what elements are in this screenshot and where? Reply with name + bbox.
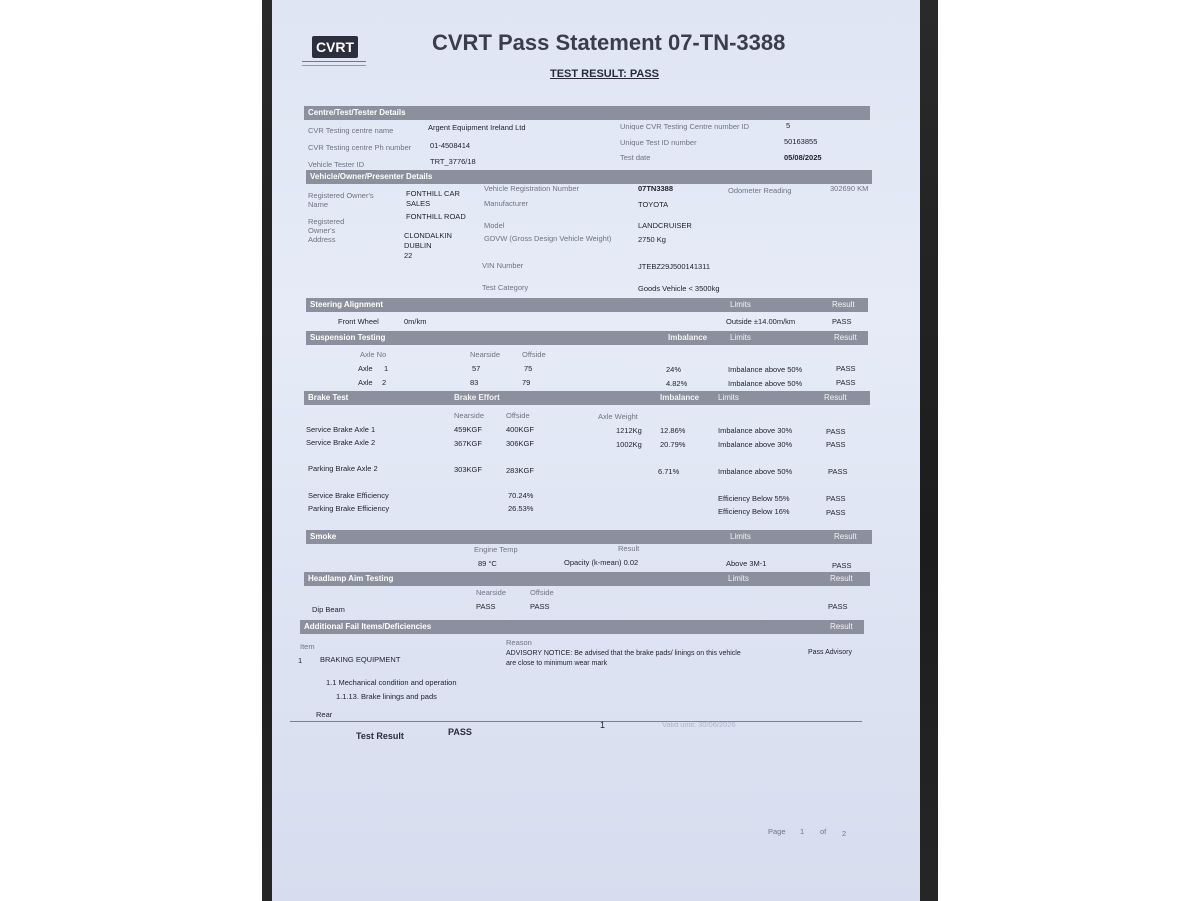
suspension-axle-2-offside: 79 bbox=[522, 378, 531, 387]
smoke-section-header bbox=[306, 530, 872, 544]
brake-row-3-limit: Imbalance above 50% bbox=[718, 467, 793, 476]
headlamp-limits-header: Limits bbox=[728, 574, 749, 583]
axle-no-column: Axle No bbox=[360, 350, 387, 359]
brake-row-2-axle-weight: 1002Kg bbox=[616, 440, 642, 449]
manufacturer-value: TOYOTA bbox=[638, 200, 669, 209]
sub-item-2: 1.1.13. Brake linings and pads bbox=[336, 692, 437, 701]
brake-effort-header: Brake Effort bbox=[454, 393, 500, 402]
test-date-value: 05/08/2025 bbox=[784, 153, 822, 162]
parking-efficiency-value: 26.53% bbox=[508, 504, 534, 513]
suspension-nearside-column: Nearside bbox=[470, 350, 501, 359]
brake-header-text: Brake Test bbox=[308, 393, 349, 402]
brake-section-header bbox=[304, 391, 870, 405]
address-line-2: CLONDALKIN bbox=[404, 231, 452, 240]
centre-header-text: Centre/Test/Tester Details bbox=[308, 108, 406, 117]
reason-column: Reason bbox=[506, 638, 532, 647]
address-line-4: 22 bbox=[404, 251, 413, 260]
odometer-label: Odometer Reading bbox=[728, 186, 792, 195]
vin-value: JTEBZ29J500141311 bbox=[638, 262, 710, 271]
suspension-header-text: Suspension Testing bbox=[310, 333, 386, 342]
suspension-axle-1-nearside: 57 bbox=[472, 364, 481, 373]
smoke-result-column: Result bbox=[618, 544, 640, 553]
headlamp-header-text: Headlamp Aim Testing bbox=[308, 574, 394, 583]
headlamp-section-header bbox=[304, 572, 870, 586]
suspension-result-header: Result bbox=[834, 333, 857, 342]
steering-header-text: Steering Alignment bbox=[310, 300, 384, 309]
parking-efficiency-limit: Efficiency Below 16% bbox=[718, 507, 790, 516]
item-column: Item bbox=[300, 642, 315, 651]
sub-item-1: 1.1 Mechanical condition and operation bbox=[326, 678, 457, 687]
brake-row-2-nearside: 367KGF bbox=[454, 439, 482, 448]
gdvw-label: GDVW (Gross Design Vehicle Weight) bbox=[484, 234, 612, 243]
smoke-limits-header: Limits bbox=[730, 532, 751, 541]
test-date-label: Test date bbox=[620, 153, 651, 162]
smoke-header-text: Smoke bbox=[310, 532, 337, 541]
test-result-value: PASS bbox=[448, 727, 472, 737]
axle-weight-column: Axle Weight bbox=[598, 412, 638, 421]
model-label: Model bbox=[484, 221, 505, 230]
tester-id-value: TRT_3776/18 bbox=[430, 157, 476, 166]
additional-header-text: Additional Fail Items/Deficiencies bbox=[304, 622, 432, 631]
brake-row-1-limit: Imbalance above 30% bbox=[718, 426, 793, 435]
suspension-axle-2-limit: Imbalance above 50% bbox=[728, 379, 803, 388]
service-efficiency-value: 70.24% bbox=[508, 491, 534, 500]
service-efficiency-limit: Efficiency Below 55% bbox=[718, 494, 790, 503]
page-number: 1 bbox=[800, 827, 805, 836]
footer-divider bbox=[290, 721, 862, 722]
vehicle-section-header bbox=[306, 170, 872, 184]
manufacturer-label: Manufacturer bbox=[484, 199, 529, 208]
additional-section-header bbox=[300, 620, 864, 634]
reason-line-1: ADVISORY NOTICE: Be advised that the brake pads/ linings on this vehicle bbox=[506, 650, 741, 657]
steering-limits-header: Limits bbox=[730, 300, 751, 309]
parking-efficiency-label: Parking Brake Efficiency bbox=[308, 504, 390, 513]
test-result-label: Test Result bbox=[356, 731, 404, 741]
front-wheel-limit: Outside ±14.00m/km bbox=[726, 317, 796, 326]
gdvw-value: 2750 Kg bbox=[638, 235, 666, 244]
valid-until: Valid until: 30/06/2026 bbox=[662, 720, 736, 729]
centre-phone-label: CVR Testing centre Ph number bbox=[308, 143, 412, 152]
brake-row-3-nearside: 303KGF bbox=[454, 465, 482, 474]
centre-number-value: 5 bbox=[786, 121, 791, 130]
registration-label: Vehicle Registration Number bbox=[484, 184, 580, 193]
suspension-axle-1-imbalance: 24% bbox=[666, 365, 682, 374]
smoke-limit-value: Above 3M-1 bbox=[726, 559, 767, 568]
headlamp-nearside-column: Nearside bbox=[476, 588, 507, 597]
brake-row-3-label: Parking Brake Axle 2 bbox=[308, 464, 378, 473]
tester-id-label: Vehicle Tester ID bbox=[308, 160, 365, 169]
centre-number-label: Unique CVR Testing Centre number ID bbox=[620, 122, 750, 131]
additional-result-header: Result bbox=[830, 622, 853, 631]
suspension-offside-column: Offside bbox=[522, 350, 546, 359]
centre-section-header bbox=[304, 106, 870, 120]
vin-label: VIN Number bbox=[482, 261, 524, 270]
suspension-axle-2-imbalance: 4.82% bbox=[666, 379, 688, 388]
test-result-subtitle: TEST RESULT: PASS bbox=[550, 68, 659, 80]
registration-value: 07TN3388 bbox=[638, 184, 674, 193]
headlamp-result-header: Result bbox=[830, 574, 853, 583]
centre-phone-value: 01-4508414 bbox=[430, 141, 471, 150]
suspension-axle-2-result: PASS bbox=[836, 378, 856, 387]
brake-row-1-label: Service Brake Axle 1 bbox=[306, 425, 376, 434]
document-title: CVRT Pass Statement 07-TN-3388 bbox=[432, 30, 786, 55]
cvrt-logo bbox=[302, 32, 364, 68]
steering-section-header bbox=[306, 298, 868, 312]
suspension-imbalance-header: Imbalance bbox=[668, 333, 708, 342]
additional-result-value: Pass Advisory bbox=[808, 649, 852, 656]
odometer-value: 302690 KM bbox=[830, 184, 869, 193]
headlamp-offside-column: Offside bbox=[530, 588, 554, 597]
test-id-value: 50163855 bbox=[784, 137, 818, 146]
brake-row-2-limit: Imbalance above 30% bbox=[718, 440, 793, 449]
service-efficiency-result: PASS bbox=[826, 494, 846, 503]
brake-row-2-offside: 306KGF bbox=[506, 439, 534, 448]
brake-row-2-result: PASS bbox=[826, 440, 846, 449]
reason-line-2: are close to minimum wear mark bbox=[506, 660, 608, 667]
address-line-3: DUBLIN bbox=[404, 241, 432, 250]
page-of-label: of bbox=[820, 827, 827, 836]
brake-nearside-column: Nearside bbox=[454, 411, 485, 420]
brake-limits-header: Limits bbox=[718, 393, 739, 402]
owner-address-label: Registered Owner's Address bbox=[308, 217, 345, 244]
suspension-axle-1-result: PASS bbox=[836, 364, 856, 373]
brake-row-1-result: PASS bbox=[826, 427, 846, 436]
suspension-section-header bbox=[306, 331, 868, 345]
cvrt-pass-statement-paper bbox=[272, 0, 920, 901]
engine-temp-column: Engine Temp bbox=[474, 545, 518, 554]
front-wheel-value: 0m/km bbox=[404, 317, 427, 326]
test-category-label: Test Category bbox=[482, 283, 529, 292]
brake-row-1-offside: 400KGF bbox=[506, 425, 534, 434]
steering-result-header: Result bbox=[832, 300, 855, 309]
suspension-axle-1-number: 1 bbox=[384, 364, 389, 373]
cvrt-logo-text: CVRT bbox=[312, 36, 358, 58]
dip-beam-nearside: PASS bbox=[476, 602, 496, 611]
sub-item-3: Rear bbox=[316, 710, 333, 719]
suspension-axle-2-label: Axle bbox=[358, 378, 373, 387]
centre-name-label: CVR Testing centre name bbox=[308, 126, 394, 135]
brake-offside-column: Offside bbox=[506, 411, 530, 420]
brake-row-1-imbalance: 12.86% bbox=[660, 426, 686, 435]
brake-row-3-offside: 283KGF bbox=[506, 466, 534, 475]
test-category-value: Goods Vehicle < 3500kg bbox=[638, 284, 720, 293]
dip-beam-result: PASS bbox=[828, 602, 848, 611]
address-line-1: FONTHILL ROAD bbox=[406, 212, 466, 221]
page-label: Page bbox=[768, 827, 786, 836]
page-marker: 1 bbox=[600, 720, 606, 730]
smoke-result-header: Result bbox=[834, 532, 857, 541]
owner-name-line-2: SALES bbox=[406, 199, 431, 208]
test-id-label: Unique Test ID number bbox=[620, 138, 697, 147]
logo-underline bbox=[302, 61, 366, 66]
vehicle-header-text: Vehicle/Owner/Presenter Details bbox=[310, 172, 433, 181]
brake-row-1-axle-weight: 1212Kg bbox=[616, 426, 642, 435]
dip-beam-offside: PASS bbox=[530, 602, 550, 611]
front-wheel-label: Front Wheel bbox=[338, 317, 379, 326]
brake-row-3-imbalance: 6.71% bbox=[658, 467, 680, 476]
engine-temp-value: 89 °C bbox=[478, 559, 497, 568]
parking-efficiency-result: PASS bbox=[826, 508, 846, 517]
dip-beam-label: Dip Beam bbox=[312, 605, 345, 614]
brake-row-2-imbalance: 20.79% bbox=[660, 440, 686, 449]
item-number: 1 bbox=[298, 656, 303, 665]
smoke-result-value: PASS bbox=[832, 561, 852, 570]
opacity-value: Opacity (k-mean) 0.02 bbox=[564, 558, 639, 567]
front-wheel-result: PASS bbox=[832, 317, 852, 326]
brake-imbalance-header: Imbalance bbox=[660, 393, 700, 402]
brake-row-3-result: PASS bbox=[828, 467, 848, 476]
owner-name-label: Registered Owner's Name bbox=[308, 191, 374, 209]
brake-row-1-nearside: 459KGF bbox=[454, 425, 482, 434]
brake-row-2-label: Service Brake Axle 2 bbox=[306, 438, 376, 447]
item-name: BRAKING EQUIPMENT bbox=[320, 655, 401, 664]
owner-name-line-1: FONTHILL CAR bbox=[406, 189, 460, 198]
suspension-axle-1-limit: Imbalance above 50% bbox=[728, 365, 803, 374]
centre-name-value: Argent Equipment Ireland Ltd bbox=[428, 123, 526, 132]
suspension-axle-2-nearside: 83 bbox=[470, 378, 479, 387]
suspension-axle-2-number: 2 bbox=[382, 378, 387, 387]
suspension-axle-1-label: Axle bbox=[358, 364, 373, 373]
suspension-axle-1-offside: 75 bbox=[524, 364, 533, 373]
page-total: 2 bbox=[842, 829, 847, 838]
service-efficiency-label: Service Brake Efficiency bbox=[308, 491, 389, 500]
brake-result-header: Result bbox=[824, 393, 847, 402]
model-value: LANDCRUISER bbox=[638, 221, 692, 230]
suspension-limits-header: Limits bbox=[730, 333, 751, 342]
